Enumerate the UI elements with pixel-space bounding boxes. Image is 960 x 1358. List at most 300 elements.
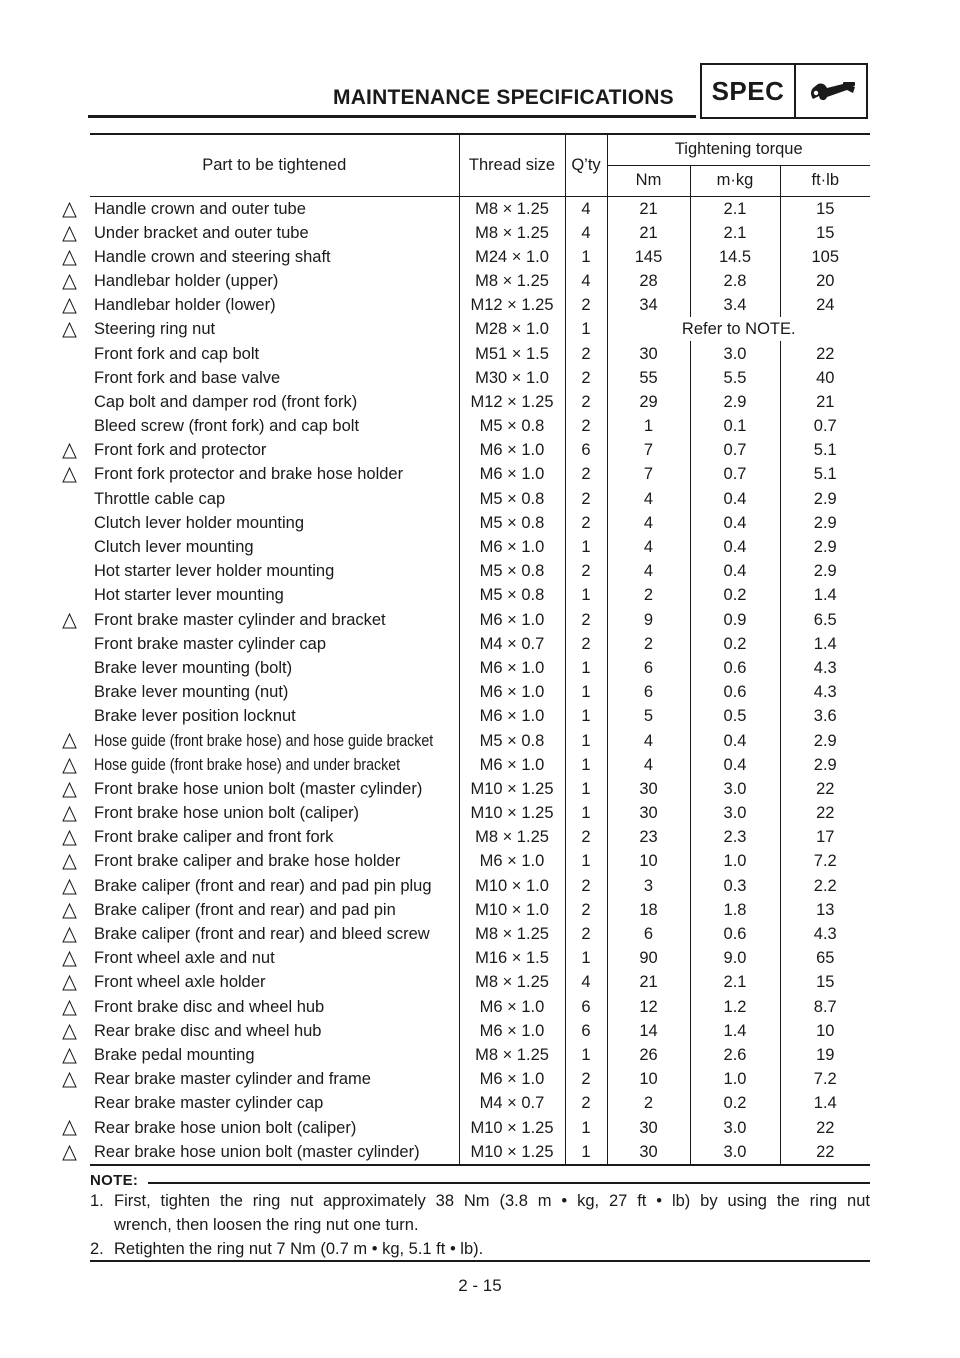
thread-size-cell: M6 × 1.0 bbox=[459, 1019, 565, 1043]
torque-ftlb-cell: 7.2 bbox=[813, 852, 837, 871]
torque-table-body bbox=[90, 196, 870, 1165]
part-cell bbox=[90, 559, 459, 583]
qty-cell: 2 bbox=[565, 559, 607, 583]
thread-size-cell: M8 × 1.25 bbox=[459, 1043, 565, 1067]
table-row bbox=[90, 801, 870, 825]
thread-size-cell: M8 × 1.25 bbox=[459, 922, 565, 946]
loctite-triangle-icon bbox=[62, 226, 77, 242]
table-row bbox=[90, 414, 870, 438]
table-row bbox=[90, 559, 870, 583]
qty-cell: 1 bbox=[565, 753, 607, 777]
torque-mkg-cell: 2.9 bbox=[690, 390, 780, 414]
torque-mkg-cell: 1.0 bbox=[690, 849, 780, 873]
header-mkg: m·kg bbox=[690, 165, 780, 196]
part-cell bbox=[90, 583, 459, 607]
qty-cell: 2 bbox=[565, 462, 607, 486]
thread-size-cell: M6 × 1.0 bbox=[459, 995, 565, 1019]
torque-ftlb-cell: 65 bbox=[816, 949, 835, 968]
header-ftlb: ft·lb bbox=[780, 165, 870, 196]
loctite-triangle-icon bbox=[62, 758, 77, 774]
part-name: Front fork protector and brake hose holder bbox=[94, 465, 404, 484]
thread-size-cell: M6 × 1.0 bbox=[459, 462, 565, 486]
torque-nm-cell: 6 bbox=[643, 683, 654, 702]
qty-cell: 2 bbox=[565, 1067, 607, 1091]
thread-size-cell: M5 × 0.8 bbox=[459, 583, 565, 607]
thread-size-cell: M10 × 1.0 bbox=[459, 874, 565, 898]
part-name: Rear brake master cylinder and frame bbox=[94, 1070, 371, 1089]
loctite-triangle-icon bbox=[62, 1024, 77, 1040]
torque-mkg-cell: 0.3 bbox=[690, 874, 780, 898]
table-row bbox=[90, 728, 870, 752]
thread-size-cell: M6 × 1.0 bbox=[459, 849, 565, 873]
qty-cell: 2 bbox=[565, 874, 607, 898]
part-cell bbox=[90, 608, 459, 632]
loctite-triangle-icon bbox=[62, 202, 77, 218]
table-row bbox=[90, 293, 870, 317]
qty-cell: 1 bbox=[565, 946, 607, 970]
torque-ftlb-cell: 5.1 bbox=[813, 441, 837, 460]
thread-size-cell: M6 × 1.0 bbox=[459, 656, 565, 680]
thread-size-cell: M6 × 1.0 bbox=[459, 753, 565, 777]
table-row bbox=[90, 390, 870, 414]
torque-mkg-cell: 2.8 bbox=[690, 269, 780, 293]
part-cell bbox=[90, 341, 459, 365]
table-row bbox=[90, 341, 870, 365]
qty-cell: 2 bbox=[565, 511, 607, 535]
thread-size-cell: M10 × 1.25 bbox=[459, 801, 565, 825]
torque-nm-cell: 2 bbox=[643, 586, 654, 605]
qty-cell: 4 bbox=[565, 221, 607, 245]
thread-size-cell: M10 × 1.25 bbox=[459, 1140, 565, 1165]
part-name: Brake caliper (front and rear) and pad pin plug bbox=[94, 876, 432, 895]
thread-size-cell: M8 × 1.25 bbox=[459, 269, 565, 293]
part-name: Rear brake master cylinder cap bbox=[94, 1094, 324, 1113]
part-cell bbox=[90, 438, 459, 462]
thread-size-cell: M6 × 1.0 bbox=[459, 438, 565, 462]
torque-nm-cell: 6 bbox=[643, 925, 654, 944]
torque-mkg-cell: 14.5 bbox=[690, 245, 780, 269]
torque-ftlb-cell: 8.7 bbox=[813, 997, 837, 1016]
qty-cell: 4 bbox=[565, 196, 607, 221]
loctite-triangle-icon bbox=[62, 274, 77, 290]
torque-ftlb-cell: 3.6 bbox=[813, 707, 837, 726]
table-row bbox=[90, 583, 870, 607]
table-row bbox=[90, 922, 870, 946]
torque-ftlb-cell: 22 bbox=[816, 344, 835, 363]
torque-ftlb-cell: 2.9 bbox=[813, 731, 837, 750]
thread-size-cell: M8 × 1.25 bbox=[459, 221, 565, 245]
thread-size-cell: M10 × 1.25 bbox=[459, 777, 565, 801]
torque-ftlb-cell: 22 bbox=[816, 779, 835, 798]
table-row bbox=[90, 1091, 870, 1115]
part-cell bbox=[90, 777, 459, 801]
table-row bbox=[90, 946, 870, 970]
header-nm: Nm bbox=[607, 165, 690, 196]
part-cell bbox=[90, 825, 459, 849]
loctite-triangle-icon bbox=[62, 806, 77, 822]
part-cell bbox=[90, 390, 459, 414]
thread-size-cell: M8 × 1.25 bbox=[459, 970, 565, 994]
torque-ftlb-cell: 0.7 bbox=[813, 417, 837, 436]
page-number: 2 - 15 bbox=[458, 1276, 502, 1295]
part-name: Handle crown and outer tube bbox=[94, 199, 306, 218]
header-qty: Q’ty bbox=[565, 134, 607, 196]
torque-ftlb-cell: 4.3 bbox=[813, 683, 837, 702]
qty-cell: 2 bbox=[565, 293, 607, 317]
table-row bbox=[90, 462, 870, 486]
part-name: Front brake disc and wheel hub bbox=[94, 997, 325, 1016]
torque-mkg-cell: 2.3 bbox=[690, 825, 780, 849]
torque-nm-cell: 29 bbox=[639, 392, 658, 411]
qty-cell: 6 bbox=[565, 438, 607, 462]
part-name: Rear brake hose union bolt (caliper) bbox=[94, 1118, 357, 1137]
torque-nm-cell: 14 bbox=[639, 1021, 658, 1040]
part-name: Front brake hose union bolt (master cylinder) bbox=[94, 779, 423, 798]
table-row bbox=[90, 608, 870, 632]
torque-ftlb-cell: 1.4 bbox=[813, 1094, 837, 1113]
qty-cell: 1 bbox=[565, 728, 607, 752]
qty-cell: 1 bbox=[565, 680, 607, 704]
page-title: MAINTENANCE SPECIFICATIONS bbox=[333, 86, 674, 109]
torque-ftlb-cell: 15 bbox=[816, 223, 835, 242]
part-name: Front wheel axle and nut bbox=[94, 949, 275, 968]
part-cell bbox=[90, 221, 459, 245]
torque-nm-cell: 12 bbox=[639, 997, 658, 1016]
loctite-triangle-icon bbox=[62, 830, 77, 846]
thread-size-cell: M10 × 1.25 bbox=[459, 1115, 565, 1139]
table-row bbox=[90, 1043, 870, 1067]
header-tightening-torque: Tightening torque bbox=[607, 134, 870, 165]
torque-nm-cell: 21 bbox=[639, 223, 658, 242]
note-item-text: Retighten the ring nut 7 Nm (0.7 m • kg, 5.1 ft • lb). bbox=[114, 1240, 484, 1258]
wrench-icon bbox=[796, 65, 866, 117]
torque-ftlb-cell: 20 bbox=[816, 271, 835, 290]
qty-cell: 1 bbox=[565, 535, 607, 559]
qty-cell: 1 bbox=[565, 801, 607, 825]
table-row bbox=[90, 680, 870, 704]
loctite-triangle-icon bbox=[62, 951, 77, 967]
table-row bbox=[90, 317, 870, 341]
torque-nm-cell: 2 bbox=[643, 1094, 654, 1113]
part-name: Front fork and base valve bbox=[94, 368, 281, 387]
table-row bbox=[90, 704, 870, 728]
part-cell bbox=[90, 269, 459, 293]
torque-mkg-cell: 0.4 bbox=[690, 728, 780, 752]
thread-size-cell: M6 × 1.0 bbox=[459, 535, 565, 559]
torque-ftlb-cell: 2.2 bbox=[813, 876, 837, 895]
loctite-triangle-icon bbox=[62, 1072, 77, 1088]
table-row bbox=[90, 970, 870, 994]
note-item-number: 1. bbox=[90, 1192, 104, 1210]
thread-size-cell: M8 × 1.25 bbox=[459, 825, 565, 849]
torque-note-cell: Refer to NOTE. bbox=[681, 320, 796, 339]
part-name: Front brake caliper and front fork bbox=[94, 828, 334, 847]
torque-nm-cell: 21 bbox=[639, 973, 658, 992]
part-cell bbox=[90, 874, 459, 898]
torque-mkg-cell: 0.1 bbox=[690, 414, 780, 438]
loctite-triangle-icon bbox=[62, 1120, 77, 1136]
thread-size-cell: M5 × 0.8 bbox=[459, 728, 565, 752]
torque-ftlb-cell: 105 bbox=[811, 247, 840, 266]
torque-nm-cell: 1 bbox=[643, 417, 654, 436]
loctite-triangle-icon bbox=[62, 733, 77, 749]
note-rule bbox=[148, 1182, 870, 1184]
torque-mkg-cell: 0.6 bbox=[690, 680, 780, 704]
torque-ftlb-cell: 4.3 bbox=[813, 658, 837, 677]
thread-size-cell: M6 × 1.0 bbox=[459, 680, 565, 704]
torque-ftlb-cell: 2.9 bbox=[813, 562, 837, 581]
torque-mkg-cell: 2.1 bbox=[690, 196, 780, 221]
part-cell bbox=[90, 1067, 459, 1091]
loctite-triangle-icon bbox=[62, 1000, 77, 1016]
thread-size-cell: M30 × 1.0 bbox=[459, 366, 565, 390]
thread-size-cell: M6 × 1.0 bbox=[459, 1067, 565, 1091]
torque-ftlb-cell: 24 bbox=[816, 296, 835, 315]
torque-mkg-cell: 0.2 bbox=[690, 583, 780, 607]
part-name: Handlebar holder (upper) bbox=[94, 271, 279, 290]
table-row bbox=[90, 995, 870, 1019]
torque-mkg-cell: 0.2 bbox=[690, 632, 780, 656]
torque-mkg-cell: 0.4 bbox=[690, 487, 780, 511]
part-name: Under bracket and outer tube bbox=[94, 223, 309, 242]
torque-nm-cell: 21 bbox=[639, 199, 658, 218]
thread-size-cell: M12 × 1.25 bbox=[459, 390, 565, 414]
part-name: Front fork and cap bolt bbox=[94, 344, 260, 363]
part-name: Steering ring nut bbox=[94, 320, 216, 339]
part-name: Front brake hose union bolt (caliper) bbox=[94, 804, 360, 823]
thread-size-cell: M5 × 0.8 bbox=[459, 511, 565, 535]
part-name: Brake caliper (front and rear) and pad pin bbox=[94, 900, 396, 919]
thread-size-cell: M6 × 1.0 bbox=[459, 704, 565, 728]
thread-size-cell: M51 × 1.5 bbox=[459, 341, 565, 365]
loctite-triangle-icon bbox=[62, 443, 77, 459]
torque-table bbox=[90, 133, 870, 1166]
table-row bbox=[90, 438, 870, 462]
qty-cell: 4 bbox=[565, 269, 607, 293]
thread-size-cell: M5 × 0.8 bbox=[459, 559, 565, 583]
torque-mkg-cell: 0.4 bbox=[690, 559, 780, 583]
table-row bbox=[90, 221, 870, 245]
torque-mkg-cell: 2.1 bbox=[690, 221, 780, 245]
thread-size-cell: M24 × 1.0 bbox=[459, 245, 565, 269]
loctite-triangle-icon bbox=[62, 322, 77, 338]
part-name: Hose guide (front brake hose) and under bracket bbox=[94, 755, 401, 774]
part-name: Brake lever mounting (nut) bbox=[94, 683, 289, 702]
part-cell bbox=[90, 414, 459, 438]
torque-mkg-cell: 0.5 bbox=[690, 704, 780, 728]
qty-cell: 4 bbox=[565, 970, 607, 994]
torque-mkg-cell: 3.0 bbox=[690, 341, 780, 365]
torque-mkg-cell: 0.6 bbox=[690, 922, 780, 946]
part-name: Front brake master cylinder and bracket bbox=[94, 610, 386, 629]
torque-ftlb-cell: 22 bbox=[816, 1118, 835, 1137]
table-row bbox=[90, 632, 870, 656]
torque-nm-cell: 18 bbox=[639, 900, 658, 919]
qty-cell: 2 bbox=[565, 341, 607, 365]
table-row bbox=[90, 366, 870, 390]
qty-cell: 6 bbox=[565, 1019, 607, 1043]
part-name: Front fork and protector bbox=[94, 441, 267, 460]
torque-ftlb-cell: 2.9 bbox=[813, 489, 837, 508]
header-rule bbox=[88, 115, 696, 118]
qty-cell: 2 bbox=[565, 414, 607, 438]
header-thread-size: Thread size bbox=[459, 134, 565, 196]
torque-nm-cell: 30 bbox=[639, 779, 658, 798]
torque-nm-cell: 30 bbox=[639, 804, 658, 823]
qty-cell: 2 bbox=[565, 898, 607, 922]
qty-cell: 1 bbox=[565, 1140, 607, 1165]
qty-cell: 1 bbox=[565, 317, 607, 341]
torque-nm-cell: 90 bbox=[639, 949, 658, 968]
torque-mkg-cell: 1.8 bbox=[690, 898, 780, 922]
part-name: Hot starter lever holder mounting bbox=[94, 562, 335, 581]
part-cell bbox=[90, 656, 459, 680]
qty-cell: 2 bbox=[565, 1091, 607, 1115]
torque-mkg-cell: 3.0 bbox=[690, 1140, 780, 1165]
thread-size-cell: M16 × 1.5 bbox=[459, 946, 565, 970]
part-name: Brake lever mounting (bolt) bbox=[94, 658, 293, 677]
torque-ftlb-cell: 10 bbox=[816, 1021, 835, 1040]
torque-nm-cell: 4 bbox=[643, 538, 654, 557]
note-end-rule bbox=[90, 1260, 870, 1262]
qty-cell: 1 bbox=[565, 777, 607, 801]
part-name: Rear brake hose union bolt (master cylinder) bbox=[94, 1142, 420, 1161]
torque-mkg-cell: 0.4 bbox=[690, 753, 780, 777]
torque-mkg-cell: 3.0 bbox=[690, 801, 780, 825]
qty-cell: 1 bbox=[565, 704, 607, 728]
torque-ftlb-cell: 15 bbox=[816, 973, 835, 992]
part-name: Brake pedal mounting bbox=[94, 1045, 255, 1064]
torque-nm-cell: 4 bbox=[643, 562, 654, 581]
thread-size-cell: M5 × 0.8 bbox=[459, 487, 565, 511]
torque-nm-cell: 4 bbox=[643, 731, 654, 750]
thread-size-cell: M4 × 0.7 bbox=[459, 632, 565, 656]
torque-mkg-cell: 0.7 bbox=[690, 462, 780, 486]
torque-ftlb-cell: 4.3 bbox=[813, 925, 837, 944]
qty-cell: 1 bbox=[565, 583, 607, 607]
torque-mkg-cell: 3.0 bbox=[690, 1115, 780, 1139]
part-cell bbox=[90, 317, 459, 341]
part-cell bbox=[90, 632, 459, 656]
part-cell bbox=[90, 970, 459, 994]
part-name: Front brake caliper and brake hose holder bbox=[94, 852, 401, 871]
part-name: Handle crown and steering shaft bbox=[94, 247, 331, 266]
torque-nm-cell: 30 bbox=[639, 1118, 658, 1137]
torque-ftlb-cell: 22 bbox=[816, 804, 835, 823]
torque-ftlb-cell: 2.9 bbox=[813, 538, 837, 557]
torque-nm-cell: 4 bbox=[643, 755, 654, 774]
table-row bbox=[90, 487, 870, 511]
table-row bbox=[90, 1019, 870, 1043]
note-item-2 bbox=[90, 1237, 870, 1261]
note-item-number: 2. bbox=[90, 1240, 104, 1258]
note-label: NOTE: bbox=[90, 1172, 139, 1189]
torque-mkg-cell: 3.4 bbox=[690, 293, 780, 317]
torque-nm-cell: 3 bbox=[643, 876, 654, 895]
torque-nm-cell: 145 bbox=[634, 247, 663, 266]
torque-nm-cell: 23 bbox=[639, 828, 658, 847]
note-item-continuation: wrench, then loosen the ring nut one turn. bbox=[114, 1216, 419, 1234]
qty-cell: 2 bbox=[565, 366, 607, 390]
torque-mkg-cell: 1.0 bbox=[690, 1067, 780, 1091]
note-item-text: First, tighten the ring nut approximately 38 Nm (3.8 m • kg, 27 ft • lb) by using the ring nut bbox=[114, 1192, 870, 1210]
table-row bbox=[90, 874, 870, 898]
torque-ftlb-cell: 7.2 bbox=[813, 1070, 837, 1089]
torque-mkg-cell: 2.6 bbox=[690, 1043, 780, 1067]
table-row bbox=[90, 245, 870, 269]
loctite-triangle-icon bbox=[62, 854, 77, 870]
thread-size-cell: M12 × 1.25 bbox=[459, 293, 565, 317]
part-cell bbox=[90, 898, 459, 922]
torque-mkg-cell: 9.0 bbox=[690, 946, 780, 970]
qty-cell: 1 bbox=[565, 849, 607, 873]
qty-cell: 6 bbox=[565, 995, 607, 1019]
torque-mkg-cell: 3.0 bbox=[690, 777, 780, 801]
note-header bbox=[90, 1172, 870, 1189]
table-row bbox=[90, 898, 870, 922]
torque-nm-cell: 10 bbox=[639, 1070, 658, 1089]
part-cell bbox=[90, 680, 459, 704]
torque-nm-cell: 30 bbox=[607, 1140, 690, 1165]
torque-ftlb-cell: 2.9 bbox=[813, 513, 837, 532]
table-row bbox=[90, 269, 870, 293]
loctite-triangle-icon bbox=[62, 975, 77, 991]
torque-nm-cell: 4 bbox=[643, 513, 654, 532]
qty-cell: 2 bbox=[565, 608, 607, 632]
part-cell bbox=[90, 245, 459, 269]
table-row bbox=[90, 535, 870, 559]
torque-nm-cell: 9 bbox=[643, 610, 654, 629]
qty-cell: 1 bbox=[565, 1043, 607, 1067]
part-name: Throttle cable cap bbox=[94, 489, 226, 508]
part-cell bbox=[90, 995, 459, 1019]
table-row bbox=[90, 849, 870, 873]
spec-badge-label: SPEC bbox=[702, 65, 796, 117]
table-row bbox=[90, 656, 870, 680]
part-name: Hose guide (front brake hose) and hose guide bracket bbox=[94, 731, 434, 750]
torque-mkg-cell: 0.2 bbox=[690, 1091, 780, 1115]
part-name: Brake caliper (front and rear) and bleed screw bbox=[94, 925, 430, 944]
torque-mkg-cell: 5.5 bbox=[690, 366, 780, 390]
part-cell bbox=[90, 1043, 459, 1067]
loctite-triangle-icon bbox=[62, 467, 77, 483]
table-row bbox=[90, 777, 870, 801]
qty-cell: 1 bbox=[565, 656, 607, 680]
part-name: Clutch lever mounting bbox=[94, 538, 254, 557]
qty-cell: 2 bbox=[565, 825, 607, 849]
table-row bbox=[90, 196, 870, 221]
thread-size-cell: M6 × 1.0 bbox=[459, 608, 565, 632]
part-cell bbox=[90, 1115, 459, 1139]
torque-ftlb-cell: 22 bbox=[780, 1140, 870, 1165]
part-cell bbox=[90, 728, 459, 752]
torque-ftlb-cell: 17 bbox=[816, 828, 835, 847]
part-cell bbox=[90, 196, 459, 221]
torque-ftlb-cell: 5.1 bbox=[813, 465, 837, 484]
spec-badge bbox=[700, 63, 868, 119]
torque-nm-cell: 4 bbox=[643, 489, 654, 508]
qty-cell: 2 bbox=[565, 632, 607, 656]
torque-ftlb-cell: 13 bbox=[816, 900, 835, 919]
thread-size-cell: M10 × 1.0 bbox=[459, 898, 565, 922]
table-row bbox=[90, 825, 870, 849]
qty-cell: 2 bbox=[565, 390, 607, 414]
part-cell bbox=[90, 487, 459, 511]
torque-mkg-cell: 0.4 bbox=[690, 511, 780, 535]
torque-ftlb-cell: 6.5 bbox=[813, 610, 837, 629]
torque-nm-cell: 28 bbox=[639, 271, 658, 290]
table-row bbox=[90, 1115, 870, 1139]
